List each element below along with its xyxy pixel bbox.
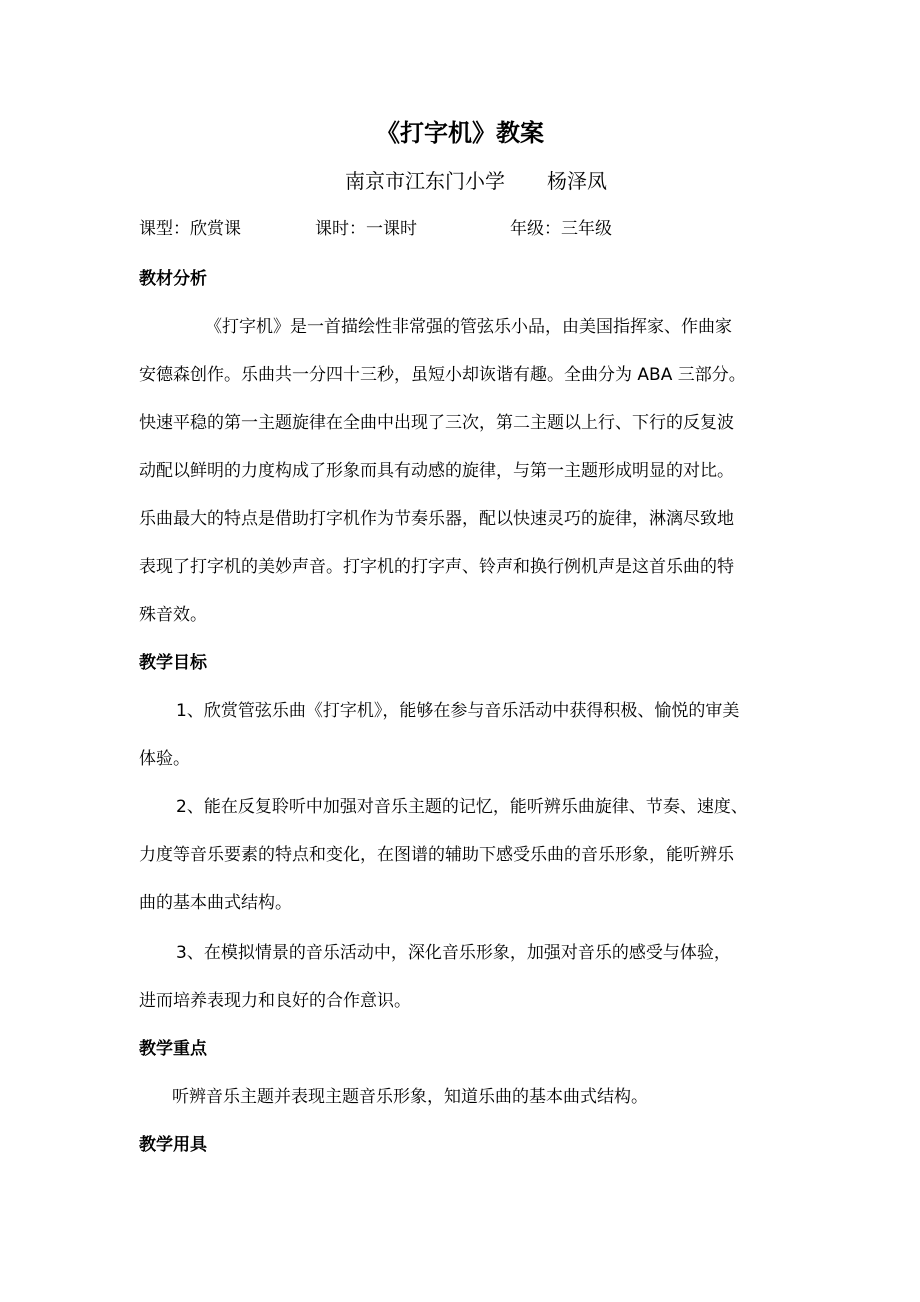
analysis-heading: 教材分析 bbox=[139, 269, 207, 289]
analysis-line: 殊音效。 bbox=[139, 605, 207, 625]
grade-level: 年级：三年级 bbox=[510, 219, 612, 239]
lesson-type: 课型：欣赏课 bbox=[139, 219, 241, 239]
analysis-line: 动配以鲜明的力度构成了形象而具有动感的旋律，与第一主题形成明显的对比。 bbox=[139, 461, 734, 481]
analysis-line: 《打字机》是一首描绘性非常强的管弦乐小品，由美国指挥家、作曲家 bbox=[205, 317, 732, 337]
objectives-line: 3、在模拟情景的音乐活动中，深化音乐形象，加强对音乐的感受与体验， bbox=[176, 943, 731, 963]
analysis-line: 表现了打字机的美妙声音。打字机的打字声、铃声和换行例机声是这首乐曲的特 bbox=[139, 557, 734, 577]
objectives-line: 曲的基本曲式结构。 bbox=[139, 893, 292, 913]
objectives-line: 力度等音乐要素的特点和变化，在图谱的辅助下感受乐曲的音乐形象，能听辨乐 bbox=[139, 845, 734, 865]
author-name: 杨泽凤 bbox=[547, 169, 607, 193]
author-line bbox=[345, 166, 607, 196]
tools-heading: 教学用具 bbox=[139, 1135, 207, 1155]
objectives-line: 体验。 bbox=[139, 749, 190, 769]
key-points-heading: 教学重点 bbox=[139, 1039, 207, 1059]
analysis-line: 安德森创作。乐曲共一分四十三秒，虽短小却诙谐有趣。全曲分为 ABA 三部分。 bbox=[139, 365, 746, 385]
objectives-line: 2、能在反复聆听中加强对音乐主题的记忆，能听辨乐曲旋律、节奏、速度、 bbox=[176, 797, 748, 817]
document-title: 《打字机》教案 bbox=[376, 119, 544, 147]
analysis-line: 乐曲最大的特点是借助打字机作为节奏乐器，配以快速灵巧的旋律，淋漓尽致地 bbox=[139, 509, 734, 529]
objectives-heading: 教学目标 bbox=[139, 653, 207, 673]
key-points-line: 听辨音乐主题并表现主题音乐形象，知道乐曲的基本曲式结构。 bbox=[172, 1087, 648, 1107]
lesson-hours: 课时：一课时 bbox=[315, 219, 417, 239]
author-school: 南京市江东门小学 bbox=[345, 169, 505, 193]
objectives-line: 进而培养表现力和良好的合作意识。 bbox=[139, 991, 411, 1011]
analysis-line: 快速平稳的第一主题旋律在全曲中出现了三次，第二主题以上行、下行的反复波 bbox=[139, 413, 734, 433]
objectives-line: 1、欣赏管弦乐曲《打字机》，能够在参与音乐活动中获得积极、愉悦的审美 bbox=[176, 701, 740, 721]
